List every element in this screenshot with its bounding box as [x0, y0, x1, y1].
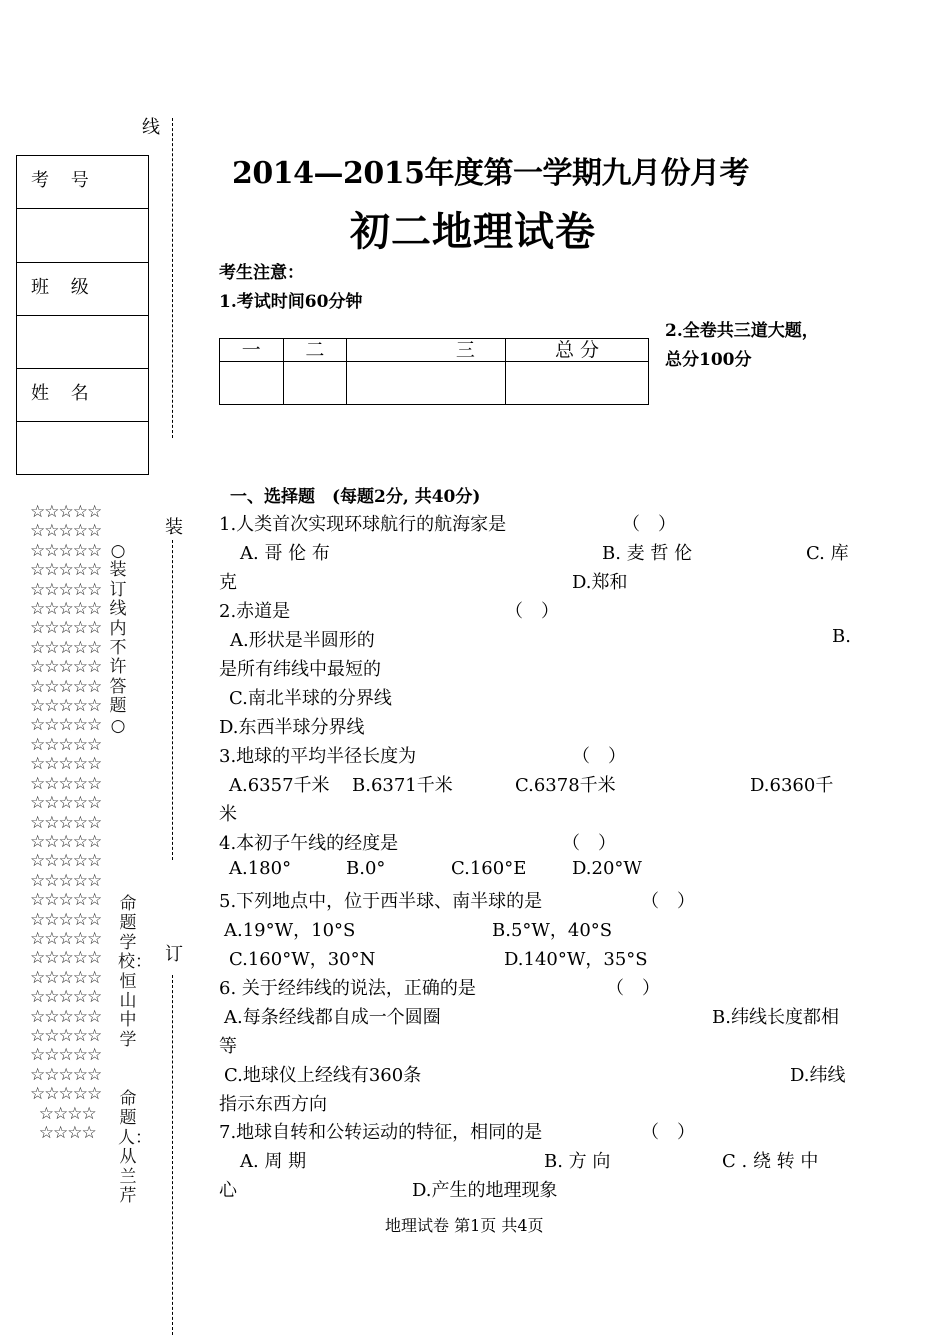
q6-option-b[interactable]: B.纬线长度都相 — [712, 1007, 839, 1028]
section-1-heading: 一、选择题 (每题2分, 共40分) — [230, 487, 481, 507]
q7-option-d[interactable]: D.产生的地理现象 — [412, 1180, 558, 1201]
q1-answer-paren[interactable]: （ ） — [622, 514, 676, 535]
q6-option-b-cont: 等 — [219, 1036, 237, 1057]
q7-option-b[interactable]: B. 方 向 — [544, 1151, 611, 1172]
q4-option-b[interactable]: B.0° — [346, 858, 386, 879]
page-footer: 地理试卷 第1页 共4页 — [385, 1216, 544, 1235]
exam-title: 2014—2015年度第一学期九月份月考 — [232, 156, 749, 191]
binding-dashed-line — [172, 975, 173, 1335]
q3-option-d[interactable]: D.6360千 — [750, 775, 834, 796]
q2-answer-paren[interactable]: （ ） — [505, 601, 559, 622]
q2-option-b-cont: 是所有纬线中最短的 — [219, 659, 381, 680]
q1-option-b[interactable]: B. 麦 哲 伦 — [602, 543, 693, 564]
score-header-3: 三 — [347, 339, 506, 362]
school-text: 命题学校：恒山中学 — [118, 894, 152, 1050]
class-label: 班 级 — [17, 263, 148, 316]
q5-option-a[interactable]: A.19°W，10°S — [224, 920, 356, 941]
q1-option-d[interactable]: D.郑和 — [572, 572, 628, 593]
q7-option-c[interactable]: C . 绕 转 中 — [722, 1151, 819, 1172]
exam-number-label: 考 号 — [17, 156, 148, 209]
name-label: 姓 名 — [17, 369, 148, 422]
q2-option-a[interactable]: A.形状是半圆形的 — [230, 630, 375, 651]
q4-stem: 4.本初子午线的经度是 — [219, 833, 399, 854]
q3-answer-paren[interactable]: （ ） — [572, 746, 626, 767]
q1-option-a[interactable]: A. 哥 伦 布 — [240, 543, 330, 564]
q6-stem: 6. 关于经纬线的说法，正确的是 — [219, 978, 476, 999]
q5-option-b[interactable]: B.5°W，40°S — [492, 920, 613, 941]
q2-option-c[interactable]: C.南北半球的分界线 — [229, 688, 392, 709]
q2-option-d[interactable]: D.东西半球分界线 — [219, 717, 365, 738]
q6-answer-paren[interactable]: （ ） — [606, 978, 660, 999]
score-header-1: 一 — [220, 339, 284, 362]
exam-subtitle: 初二地理试卷 — [350, 209, 596, 255]
score-cell-3[interactable] — [347, 362, 506, 405]
seal-warning-text: ○装订线内不许答题○ — [109, 541, 127, 736]
q7-answer-paren[interactable]: （ ） — [641, 1122, 695, 1143]
score-header-total: 总 分 — [505, 339, 648, 362]
q7-stem: 7.地球自转和公转运动的特征，相同的是 — [219, 1122, 543, 1143]
q5-option-d[interactable]: D.140°W，35°S — [504, 949, 648, 970]
q5-option-c[interactable]: C.160°W，30°N — [229, 949, 376, 970]
q3-option-c[interactable]: C.6378千米 — [515, 775, 616, 796]
q4-option-a[interactable]: A.180° — [229, 858, 292, 879]
q3-stem: 3.地球的平均半径长度为 — [219, 746, 417, 767]
score-header-2: 二 — [283, 339, 347, 362]
q6-option-d[interactable]: D.纬线 — [790, 1065, 846, 1086]
q3-option-b[interactable]: B.6371千米 — [352, 775, 453, 796]
class-field[interactable] — [17, 316, 148, 369]
q7-option-c-cont: 心 — [219, 1180, 237, 1201]
q6-option-c[interactable]: C.地球仪上经线有360条 — [224, 1065, 422, 1086]
name-field[interactable] — [17, 422, 148, 475]
star-border-decoration: ☆☆☆☆☆ ☆☆☆☆☆ ☆☆☆☆☆ ☆☆☆☆☆ ☆☆☆☆☆ ☆☆☆☆☆ ☆☆☆☆☆ ☆☆☆☆☆ ☆☆☆☆☆ ☆☆☆☆☆ ☆☆☆☆☆ ☆☆☆☆☆ ☆☆☆☆☆ ☆☆☆☆☆ ☆☆☆☆☆ ☆☆☆☆☆ ☆☆☆☆☆ ☆☆☆☆☆ ☆☆☆☆☆ ☆☆☆☆☆ ☆☆☆☆☆ ☆☆☆☆☆ ☆☆☆☆☆ ☆☆☆☆☆ ☆☆☆☆☆ ☆☆☆☆☆ ☆☆☆☆☆ ☆☆☆☆☆ ☆☆☆☆☆ ☆☆☆☆☆ ☆☆☆☆☆ ☆☆☆☆ ☆☆☆☆ — [30, 502, 102, 1143]
q4-answer-paren[interactable]: （ ） — [562, 833, 616, 854]
notice-item-2: 2.全卷共三道大题， — [665, 321, 819, 341]
q5-answer-paren[interactable]: （ ） — [641, 891, 695, 912]
q6-option-a[interactable]: A.每条经线都自成一个圆圈 — [224, 1007, 441, 1028]
margin-order-label: 订 — [165, 944, 183, 965]
q1-stem: 1.人类首次实现环球航行的航海家是 — [219, 514, 507, 535]
q7-option-a[interactable]: A. 周 期 — [240, 1151, 307, 1172]
score-cell-2[interactable] — [283, 362, 347, 405]
margin-bind-label: 装 — [165, 517, 183, 538]
q2-option-b[interactable]: B. — [832, 626, 851, 647]
score-table — [219, 338, 649, 405]
q2-stem: 2.赤道是 — [219, 601, 291, 622]
exam-number-field[interactable] — [17, 209, 148, 262]
q4-option-c[interactable]: C.160°E — [451, 858, 527, 879]
notice-item-1: 1.考试时间60分钟 — [219, 292, 363, 312]
q4-option-d[interactable]: D.20°W — [572, 858, 642, 879]
score-cell-total[interactable] — [505, 362, 648, 405]
binding-dashed-line — [172, 118, 173, 438]
notice-heading: 考生注意： — [219, 263, 304, 283]
score-cell-1[interactable] — [220, 362, 284, 405]
notice-item-2-cont: 总分100分 — [665, 350, 752, 370]
author-text: 命题人：从兰芹 — [118, 1089, 152, 1207]
binding-dashed-line — [172, 540, 173, 860]
q1-option-c-cont: 克 — [219, 572, 237, 593]
margin-line-label: 线 — [142, 117, 160, 138]
q3-option-d-cont: 米 — [219, 804, 237, 825]
q5-stem: 5.下列地点中，位于西半球、南半球的是 — [219, 891, 543, 912]
q6-option-d-cont: 指示东西方向 — [219, 1094, 327, 1115]
q3-option-a[interactable]: A.6357千米 — [229, 775, 330, 796]
student-info-box — [16, 155, 149, 475]
q1-option-c[interactable]: C. 库 — [806, 543, 849, 564]
